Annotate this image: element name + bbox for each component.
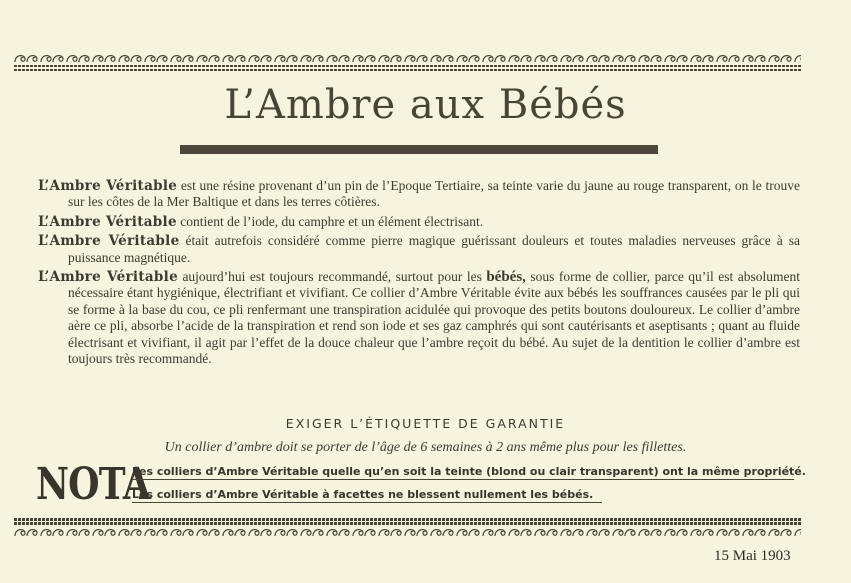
paragraph-origin bbox=[38, 178, 800, 211]
body-text bbox=[38, 178, 800, 370]
paragraph-text: aujourd’hui est toujours recommandé, surtout pour les bbox=[177, 269, 487, 285]
paragraph-composition bbox=[38, 214, 800, 230]
paragraph-recommendation bbox=[38, 269, 800, 367]
paragraph-text: était autrefois considéré comme pierre magique guérissant douleurs et toutes maladies nerveuses grâce à sa puissance magnétique. bbox=[68, 233, 800, 265]
top-border-ornament bbox=[14, 52, 801, 72]
age-note: Un collier d’ambre doit se porter de l’âge de 6 semaines à 2 ans même plus pour les fillettes. bbox=[164, 440, 687, 455]
bottom-ornamental-border bbox=[14, 518, 801, 538]
page-title: L’Ambre aux Bébés bbox=[224, 82, 627, 128]
emphasis-bebes: bébés, bbox=[486, 269, 526, 286]
bottom-border-ornament bbox=[14, 518, 801, 538]
brand-name: L’Ambre Véritable bbox=[38, 269, 178, 286]
paragraph-text: contient de l’iode, du camphre et un élément électrisant. bbox=[176, 213, 484, 229]
brand-name: L’Ambre Véritable bbox=[38, 233, 180, 250]
paragraph-text: est une résine provenant d’un pin de l’Epoque Tertiaire, sa teinte varie du jaune au rouge transparent, on le trouve sur les côtes de la Mer Baltique et dans les terres côtières. bbox=[68, 178, 800, 210]
guarantee-notice: EXIGER L’ÉTIQUETTE DE GARANTIE bbox=[285, 416, 566, 431]
brand-name: L’Ambre Véritable bbox=[38, 213, 177, 230]
brand-name: L’Ambre Véritable bbox=[38, 178, 178, 194]
nota-line-1: Les colliers d’Ambre Véritable quelle qu’en soit la teinte (blond ou clair transparent) ont la même propriété. bbox=[132, 465, 806, 478]
title-underline-rule bbox=[180, 145, 658, 154]
nota-line-2: Les colliers d’Ambre Véritable à facettes ne blessent nullement les bébés. bbox=[132, 488, 602, 503]
nota-label: NOTA bbox=[36, 459, 151, 510]
paragraph-history bbox=[38, 233, 800, 266]
top-ornamental-border bbox=[14, 52, 801, 72]
paragraph-text: sous forme de collier, parce qu’il est absolument nécessaire étant hygiénique, électrifiant et vivifiant. Ce collier d’Ambre Véritable évite aux bébés les souffrances causées par le pli qui se forme à la base du cou, ce pli renfermant une transpiration acidulée qui provoque des petits boutons douloureux. Le collier d’ambre aère ce pli, absorbe l’acide de la transpiration et rend son iode et ses gaz camphrés qui sont cautérisants et aseptisants ; quant au fluide électrisant et vivifiant, il agit par l’effet de la douce chaleur que l’ambre reçoit du bébé. Au sujet de la dentition le collier d’ambre est toujours très recommandé. bbox=[68, 269, 800, 367]
date-stamp: 15 Mai 1903 bbox=[714, 548, 791, 564]
